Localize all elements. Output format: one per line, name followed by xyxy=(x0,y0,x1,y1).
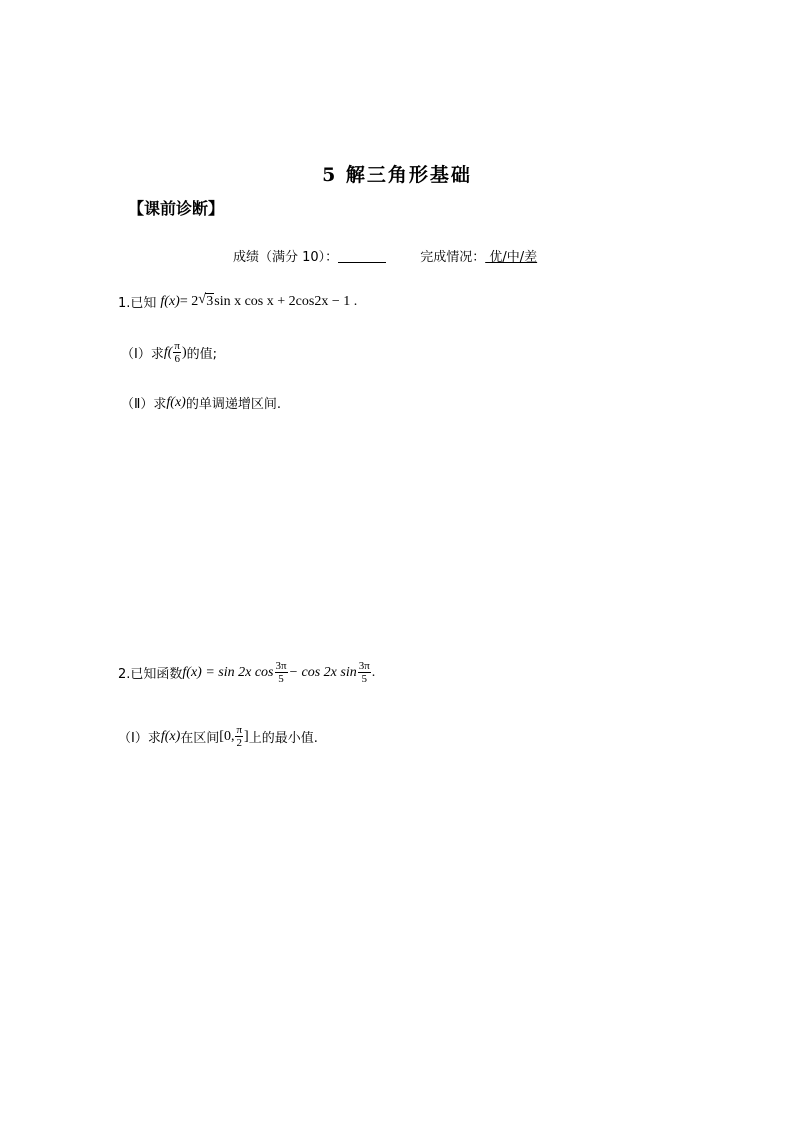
q1-function: f(x) xyxy=(160,293,180,309)
q2-part-1 xyxy=(118,724,318,749)
q2-frac2-num: 3π xyxy=(358,660,370,672)
q1-part1-close: ) xyxy=(181,344,187,360)
q2-part1-f: f(x) xyxy=(160,728,181,744)
q1-part1-den: 6 xyxy=(174,353,180,365)
q2-part1-den: 2 xyxy=(236,737,242,749)
q2-fraction-2 xyxy=(358,660,371,685)
section-heading: 【课前诊断】 xyxy=(128,199,225,218)
q2-part1-fraction xyxy=(235,724,243,749)
question-1 xyxy=(118,292,357,311)
score-line xyxy=(233,246,537,265)
q1-exponent: 2 xyxy=(314,293,322,309)
q1-part2-prefix: （Ⅱ）求 xyxy=(121,397,167,412)
q2-fraction-1 xyxy=(275,660,288,685)
q1-part-1 xyxy=(121,340,217,365)
page-title: 5 解三角形基础 xyxy=(322,164,472,186)
q2-interval-open: [0, xyxy=(219,728,235,744)
q1-part1-f: f( xyxy=(163,344,173,360)
q1-part2-f: f(x) xyxy=(166,394,186,410)
q1-lead: 1.已知 xyxy=(118,296,157,311)
q2-lead: 2.已知函数 xyxy=(118,667,183,682)
q1-equals: = 2 xyxy=(179,293,199,309)
question-2 xyxy=(118,660,375,685)
q1-part1-suffix: 的值; xyxy=(186,347,218,362)
q2-function: f(x) = sin 2x cos xyxy=(182,664,274,680)
status-label: 完成情况： xyxy=(420,250,486,265)
q2-part1-prefix: （I）求 xyxy=(118,731,161,746)
q1-part1-fraction xyxy=(173,340,181,365)
q1-sqrt: √ 3 xyxy=(198,291,214,309)
status-value: 优/中/差 xyxy=(485,250,538,265)
q1-tail: x − 1 . xyxy=(321,293,358,309)
q2-end: . xyxy=(371,664,376,680)
q1-part2-suffix: 的单调递增区间. xyxy=(185,397,281,412)
q2-part1-suffix: 上的最小值. xyxy=(248,731,318,746)
score-blank xyxy=(338,249,386,263)
q1-part1-num: π xyxy=(174,340,180,352)
q2-mid: − cos 2x sin xyxy=(288,664,357,680)
q1-part-2 xyxy=(121,393,281,412)
q2-frac1-den: 5 xyxy=(278,673,284,685)
q1-terms: sin x cos x + 2cos xyxy=(214,293,315,309)
q2-interval-close: ] xyxy=(244,728,249,744)
q2-frac2-den: 5 xyxy=(361,673,368,685)
q1-part1-prefix: （Ⅰ）求 xyxy=(121,347,164,362)
q1-sqrt-arg: 3 xyxy=(206,293,214,309)
q2-part1-mid: 在区间 xyxy=(180,731,220,746)
q2-frac1-num: 3π xyxy=(275,660,287,672)
score-label: 成绩（满分 10）： xyxy=(233,250,339,265)
q2-part1-num: π xyxy=(236,724,243,736)
